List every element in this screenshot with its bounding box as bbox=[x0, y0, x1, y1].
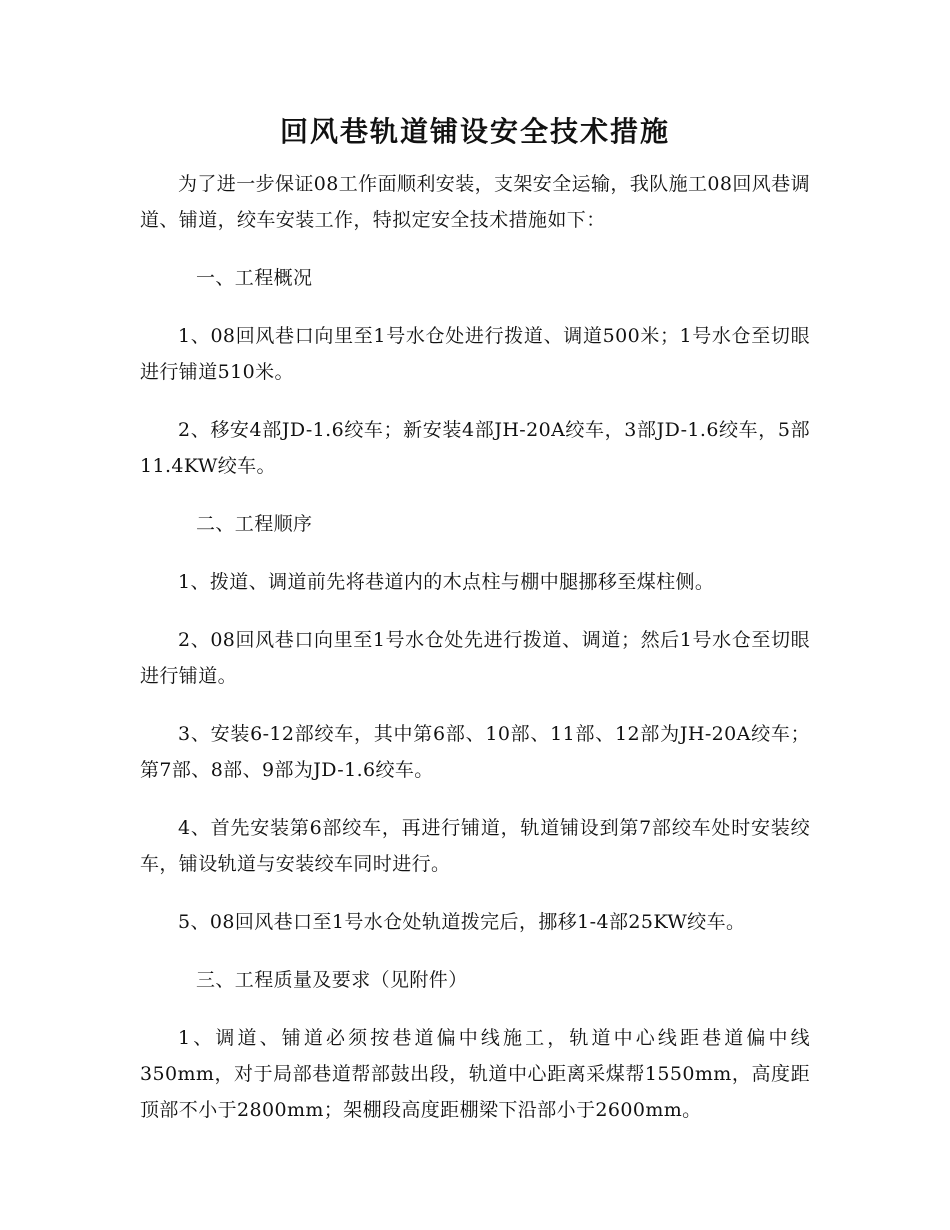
section-heading-sequence: 二、工程顺序 bbox=[196, 513, 313, 535]
section-heading-overview: 一、工程概况 bbox=[196, 267, 313, 289]
sequence-item: 1、拨道、调道前先将巷道内的木点柱与棚中腿挪移至煤柱侧。 bbox=[178, 571, 715, 593]
sequence-item: 2、08回风巷口向里至1号水仓处先进行拨道、调道；然后1号水仓至切眼进行铺道。 bbox=[140, 629, 810, 687]
sequence-item: 3、安装6-12部绞车，其中第6部、10部、11部、12部为JH-20A绞车；第7部、8部、9部为JD-1.6绞车。 bbox=[140, 723, 810, 781]
document-body bbox=[140, 166, 810, 1128]
section-heading-quality: 三、工程质量及要求（见附件） bbox=[196, 969, 468, 991]
intro-paragraph: 为了进一步保证08工作面顺利安装，支架安全运输，我队施工08回风巷调道、铺道，绞车安装工作，特拟定安全技术措施如下： bbox=[140, 173, 810, 231]
overview-item: 1、08回风巷口向里至1号水仓处进行拨道、调道500米；1号水仓至切眼进行铺道510米。 bbox=[140, 325, 810, 383]
quality-item: 1、调道、铺道必须按巷道偏中线施工，轨道中心线距巷道偏中线350mm，对于局部巷道帮部鼓出段，轨道中心距离采煤帮1550mm，高度距顶部不小于2800mm；架棚段高度距棚梁下沿部小于2600mm。 bbox=[140, 1027, 810, 1121]
overview-item: 2、移安4部JD-1.6绞车；新安装4部JH-20A绞车，3部JD-1.6绞车，5部11.4KW绞车。 bbox=[140, 419, 810, 477]
sequence-item: 5、08回风巷口至1号水仓处轨道拨完后，挪移1-4部25KW绞车。 bbox=[178, 911, 746, 933]
sequence-item: 4、首先安装第6部绞车，再进行铺道，轨道铺设到第7部绞车处时安装绞车，铺设轨道与安装绞车同时进行。 bbox=[140, 817, 810, 875]
document-title: 回风巷轨道铺设安全技术措施 bbox=[279, 115, 670, 148]
